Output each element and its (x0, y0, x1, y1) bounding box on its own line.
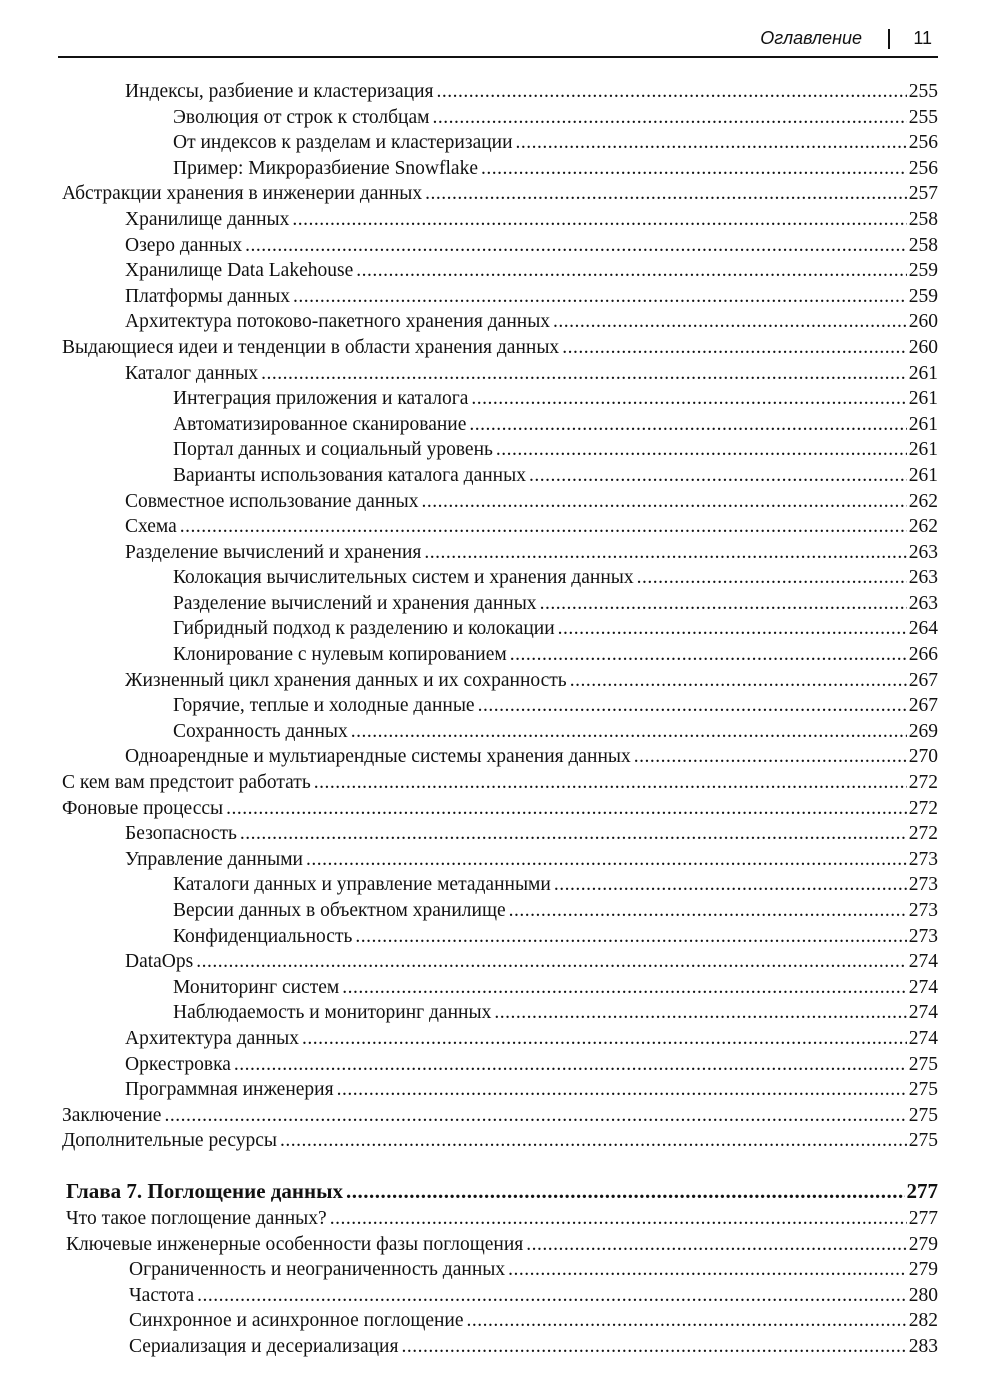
toc-section-part1 (62, 79, 938, 1154)
dot-leader (481, 156, 907, 182)
toc-entry[interactable] (62, 437, 938, 463)
toc-entry-title: Архитектура данных (125, 1027, 300, 1049)
dot-leader (529, 463, 907, 489)
toc-entry[interactable] (62, 386, 938, 412)
toc-entry[interactable] (62, 1232, 938, 1258)
toc-entry-title: Жизненный цикл хранения данных и их сохранность (125, 669, 567, 691)
toc-entry[interactable] (62, 1026, 938, 1052)
toc-entry-title: Клонирование с нулевым копированием (173, 644, 507, 666)
toc-entry[interactable] (62, 284, 938, 310)
dot-leader (261, 361, 907, 387)
toc-entry[interactable] (62, 335, 938, 361)
toc-entry[interactable] (62, 693, 938, 719)
toc-entry-page: 274 (908, 1002, 938, 1024)
dot-leader (437, 79, 907, 105)
chapter-page: 277 (906, 1178, 938, 1203)
toc-entry-title: Пример: Микроразбиение Snowflake (173, 157, 478, 179)
toc-entry-page: 273 (908, 874, 938, 896)
toc-entry-page: 261 (908, 464, 938, 486)
toc-entry[interactable] (62, 616, 938, 642)
dot-leader (469, 412, 906, 438)
toc-entry-title: Архитектура потоково-пакетного хранения данных (125, 311, 551, 333)
toc-entry[interactable] (62, 770, 938, 796)
toc-entry[interactable] (62, 591, 938, 617)
toc-entry-page: 269 (908, 720, 938, 742)
toc-entry-title: Хранилище Data Lakehouse (125, 260, 354, 282)
dot-leader (342, 975, 907, 1001)
toc-entry[interactable] (62, 489, 938, 515)
toc-entry[interactable] (62, 821, 938, 847)
toc-entry-page: 275 (908, 1053, 938, 1075)
toc-entry[interactable] (62, 361, 938, 387)
toc-entry-title: Заключение (62, 1104, 162, 1126)
chapter-heading[interactable] (62, 1176, 938, 1206)
toc-entry[interactable] (62, 105, 938, 131)
toc-entry-title: Схема (125, 516, 177, 538)
toc-entry-title: Колокация вычислительных систем и хранения данных (173, 567, 634, 589)
dot-leader (467, 1308, 907, 1334)
toc-entry-title: От индексов к разделам и кластеризации (173, 132, 513, 154)
toc-entry-page: 261 (908, 439, 938, 461)
toc-entry-title: Варианты использования каталога данных (173, 464, 526, 486)
dot-leader (509, 898, 907, 924)
toc-entry-page: 255 (908, 106, 938, 128)
toc-entry[interactable] (62, 796, 938, 822)
toc-entry[interactable] (62, 565, 938, 591)
dot-leader (422, 489, 907, 515)
toc-entry-page: 262 (908, 490, 938, 512)
toc-entry[interactable] (62, 258, 938, 284)
dot-leader (554, 872, 907, 898)
toc-entry-page: 273 (908, 900, 938, 921)
dot-leader (356, 258, 907, 284)
toc-entry-page: 261 (908, 362, 938, 384)
toc-entry-page: 264 (908, 618, 938, 640)
toc-entry[interactable] (62, 898, 938, 924)
toc-entry-title: Сохранность данных (173, 720, 348, 742)
toc-entry-title: Горячие, теплые и холодные данные (173, 695, 475, 717)
toc-entry-page: 257 (908, 183, 938, 205)
toc-entry[interactable] (62, 744, 938, 770)
toc-entry-title: Наблюдаемость и мониторинг данных (173, 1002, 492, 1024)
toc-entry-title: Фоновые процессы (62, 797, 224, 819)
toc-entry[interactable] (62, 79, 938, 105)
dot-leader (425, 181, 907, 207)
toc-entry-title: Каталог данных (125, 362, 259, 384)
dot-leader (226, 796, 907, 822)
toc-entry[interactable] (62, 156, 938, 182)
toc-entry[interactable] (62, 847, 938, 873)
toc-entry-title: Совместное использование данных (125, 490, 419, 512)
dot-leader (570, 668, 907, 694)
dot-leader (314, 770, 907, 796)
dot-leader (634, 744, 907, 770)
dot-leader (637, 565, 907, 591)
toc-entry-page: 266 (908, 644, 938, 666)
running-header-title: Оглавление (760, 28, 862, 48)
toc-entry[interactable] (62, 1308, 938, 1334)
toc-entry-page: 272 (908, 823, 938, 845)
dot-leader (432, 105, 906, 131)
dot-leader (306, 847, 907, 873)
dot-leader (280, 1128, 907, 1154)
toc-entry-title: Эволюция от строк к столбцам (173, 106, 430, 128)
toc-entry-title: Сериализация и десериализация (129, 1335, 399, 1357)
toc-entry-title: DataOps (125, 951, 194, 973)
dot-leader (330, 1206, 907, 1232)
toc-entry-page: 263 (908, 592, 938, 614)
toc-entry-page: 282 (908, 1310, 938, 1332)
header-separator (888, 29, 890, 49)
toc-entry[interactable] (62, 975, 938, 1001)
toc-entry-title: Индексы, разбиение и кластеризация (125, 81, 434, 102)
toc-entry-page: 277 (908, 1207, 938, 1229)
dot-leader (562, 335, 907, 361)
toc-entry[interactable] (62, 233, 938, 259)
toc-entry-title: Выдающиеся идеи и тенденции в области хранения данных (62, 336, 560, 358)
dot-leader (526, 1232, 907, 1258)
dot-leader (346, 1176, 905, 1206)
toc-entry[interactable] (62, 412, 938, 438)
toc-entry-page: 258 (908, 208, 938, 230)
toc-entry-title: Оркестровка (125, 1053, 231, 1075)
toc-section-part2 (62, 1206, 938, 1360)
chapter-title: Глава 7. Поглощение данных (66, 1178, 343, 1203)
toc-entry-page: 267 (908, 695, 938, 717)
dot-leader (510, 642, 907, 668)
toc-entry[interactable] (62, 1077, 938, 1103)
toc-entry[interactable] (62, 1206, 938, 1232)
toc-entry-page: 275 (908, 1130, 938, 1152)
toc-entry-page: 275 (908, 1104, 938, 1126)
toc-entry-page: 272 (908, 772, 938, 794)
toc-entry[interactable] (62, 1334, 938, 1360)
toc-entry-page: 255 (908, 81, 938, 102)
toc-entry-page: 259 (908, 285, 938, 307)
toc-entry[interactable] (62, 668, 938, 694)
page-number: 11 (913, 28, 932, 48)
dot-leader (337, 1077, 907, 1103)
toc-entry[interactable] (62, 1128, 938, 1154)
toc-entry-title: Хранилище данных (125, 208, 290, 230)
dot-leader (351, 719, 907, 745)
toc-entry-title: Разделение вычислений и хранения данных (173, 592, 537, 614)
dot-leader (478, 693, 907, 719)
toc-entry-page: 261 (908, 388, 938, 410)
toc-entry-page: 260 (908, 336, 938, 358)
toc-entry[interactable] (62, 181, 938, 207)
toc-entry-title: Гибридный подход к разделению и колокации (173, 618, 555, 640)
dot-leader (293, 284, 907, 310)
dot-leader (234, 1052, 907, 1078)
toc-entry[interactable] (62, 1283, 938, 1309)
toc-entry-title: Озеро данных (125, 234, 243, 256)
toc-entry-title: Версии данных в объектном хранилище (173, 900, 506, 921)
toc-entry-page: 279 (908, 1259, 938, 1281)
toc-entry[interactable] (62, 719, 938, 745)
toc-entry-page: 270 (908, 746, 938, 768)
toc-entry-page: 274 (908, 1027, 938, 1049)
dot-leader (516, 130, 907, 156)
toc-entry-title: Автоматизированное сканирование (173, 413, 467, 435)
toc-entry-title: Интеграция приложения и каталога (173, 388, 469, 410)
toc-entry-title: Каталоги данных и управление метаданными (173, 874, 551, 896)
toc-entry-page: 274 (908, 951, 938, 973)
dot-leader (302, 1026, 907, 1052)
toc-entry-page: 283 (908, 1335, 938, 1357)
toc-entry-page: 262 (908, 516, 938, 538)
toc-entry[interactable] (62, 540, 938, 566)
dot-leader (424, 540, 906, 566)
toc-entry[interactable] (62, 514, 938, 540)
dot-leader (180, 514, 907, 540)
toc-entry-page: 275 (908, 1079, 938, 1101)
dot-leader (494, 1000, 906, 1026)
toc-entry-page: 279 (908, 1233, 938, 1255)
dot-leader (197, 1283, 907, 1309)
toc-entry[interactable] (62, 1000, 938, 1026)
toc-entry-page: 273 (908, 848, 938, 870)
dot-leader (540, 591, 907, 617)
toc-entry-title: Платформы данных (125, 285, 290, 307)
toc-entry-page: 256 (908, 132, 938, 154)
dot-leader (471, 386, 906, 412)
toc-entry-title: Одноарендные и мультиарендные системы хранения данных (125, 746, 631, 768)
toc-entry-page: 256 (908, 157, 938, 179)
dot-leader (558, 616, 907, 642)
toc-entry-page: 259 (908, 260, 938, 282)
toc-entry-title: Дополнительные ресурсы (62, 1130, 277, 1152)
toc-entry[interactable] (62, 309, 938, 335)
toc-entry[interactable] (62, 207, 938, 233)
toc-entry-page: 261 (908, 413, 938, 435)
toc-entry-title: Безопасность (125, 823, 237, 845)
toc-entry-page: 258 (908, 234, 938, 256)
toc-entry[interactable] (62, 1257, 938, 1283)
toc-entry-title: Ключевые инженерные особенности фазы поглощения (66, 1233, 524, 1255)
toc-entry-page: 280 (908, 1284, 938, 1306)
toc-entry-page: 263 (908, 541, 938, 563)
toc-entry-title: С кем вам предстоит работать (62, 772, 311, 794)
toc-entry-title: Что такое поглощение данных? (66, 1207, 327, 1229)
toc-entry[interactable] (62, 924, 938, 950)
toc-entry[interactable] (62, 872, 938, 898)
toc-entry-page: 272 (908, 797, 938, 819)
toc-entry[interactable] (62, 1103, 938, 1129)
toc-entry-title: Управление данными (125, 848, 303, 870)
running-header (58, 26, 938, 58)
toc-entry-page: 267 (908, 669, 938, 691)
toc-entry-page: 263 (908, 567, 938, 589)
toc-entry-title: Портал данных и социальный уровень (173, 439, 493, 461)
toc-entry[interactable] (62, 1052, 938, 1078)
toc-entry[interactable] (62, 642, 938, 668)
toc-entry-title: Ограниченность и неограниченность данных (129, 1259, 506, 1281)
toc-entry[interactable] (62, 463, 938, 489)
dot-leader (496, 437, 907, 463)
toc-entry-title: Программная инженерия (125, 1079, 334, 1101)
toc-entry-title: Синхронное и асинхронное поглощение (129, 1310, 464, 1332)
toc-entry-title: Мониторинг систем (173, 976, 340, 998)
dot-leader (401, 1334, 906, 1360)
dot-leader (164, 1103, 906, 1129)
dot-leader (355, 924, 906, 950)
dot-leader (245, 233, 907, 259)
dot-leader (553, 309, 907, 335)
dot-leader (240, 821, 907, 847)
table-of-contents (62, 79, 938, 1360)
toc-entry-title: Частота (129, 1284, 195, 1306)
toc-entry[interactable] (62, 130, 938, 156)
toc-entry-page: 260 (908, 311, 938, 333)
chapter-gap (62, 1154, 938, 1176)
toc-entry-page: 274 (908, 976, 938, 998)
dot-leader (196, 949, 907, 975)
toc-entry-title: Конфиденциальность (173, 925, 353, 947)
dot-leader (508, 1257, 907, 1283)
dot-leader (292, 207, 906, 233)
toc-entry[interactable] (62, 949, 938, 975)
toc-entry-page: 273 (908, 925, 938, 947)
toc-entry-title: Абстракции хранения в инженерии данных (62, 183, 423, 205)
toc-entry-title: Разделение вычислений и хранения (125, 541, 422, 563)
